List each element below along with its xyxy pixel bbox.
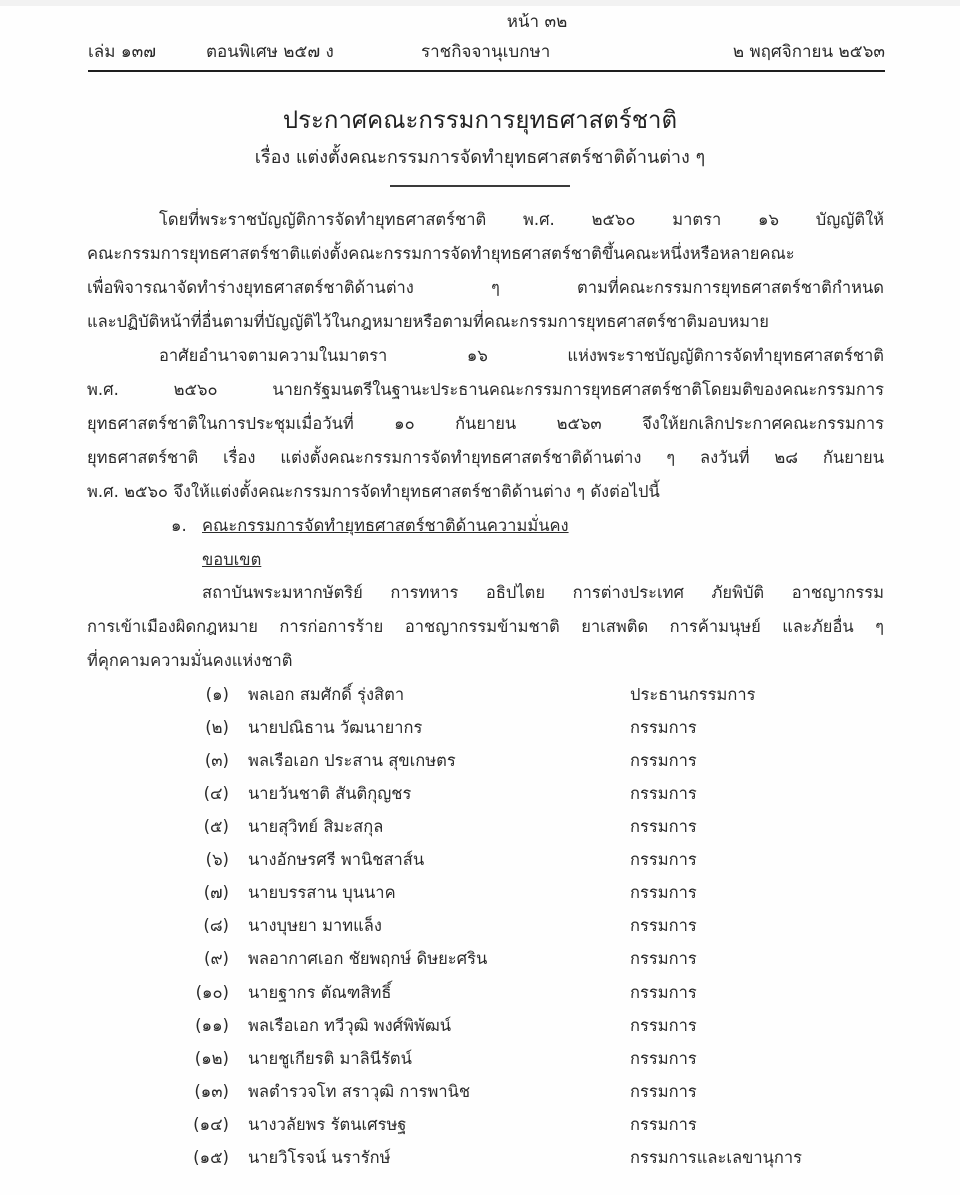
member-name: นางบุษยา มาทแล็ง <box>248 916 382 935</box>
scope-text-line: การเข้าเมืองผิดกฎหมาย การก่อการร้าย อาชญากรรมข้ามชาติ ยาเสพติด การค้ามนุษย์ และภัยอื่น ๆ <box>87 617 884 636</box>
member-role: กรรมการและเลขานุการ <box>630 1148 803 1167</box>
member-role: กรรมการ <box>630 751 697 770</box>
publication-name: ราชกิจจานุเบกษา <box>421 42 551 62</box>
member-row <box>186 1145 826 1171</box>
member-name: พลเรือเอก ประสาน สุขเกษตร <box>248 751 456 770</box>
member-role: กรรมการ <box>630 983 697 1002</box>
document-subtitle: เรื่อง แต่งตั้งคณะกรรมการจัดทำยุทธศาสตร์ชาติด้านต่าง ๆ <box>254 147 706 168</box>
page-number: หน้า ๓๒ <box>506 12 568 32</box>
member-number: (๑) <box>205 685 229 704</box>
member-row <box>186 1046 826 1072</box>
member-name: นางวลัยพร รัตนเศรษฐ <box>248 1115 407 1134</box>
member-role: กรรมการ <box>630 916 697 935</box>
member-number: (๙) <box>204 949 229 968</box>
member-number: (๓) <box>204 751 229 770</box>
member-role: กรรมการ <box>630 883 697 902</box>
scope-heading: ขอบเขต <box>202 550 262 569</box>
document-title: ประกาศคณะกรรมการยุทธศาสตร์ชาติ <box>282 106 678 134</box>
publication-date: ๒ พฤศจิกายน ๒๕๖๓ <box>732 42 885 62</box>
member-number: (๗) <box>203 883 229 902</box>
paragraph-2-line: ยุทธศาสตร์ชาติในการประชุมเมื่อวันที่ ๑๐ กันยายน ๒๕๖๓ จึงให้ยกเลิกประกาศคณะกรรมการ <box>87 414 884 433</box>
member-number: (๖) <box>205 850 229 869</box>
member-number: (๑๑) <box>195 1016 229 1035</box>
member-name: นายปณิธาน วัฒนายากร <box>248 718 423 737</box>
member-row <box>186 913 826 939</box>
paragraph-2-line: อาศัยอำนาจตามความในมาตรา ๑๖ แห่งพระราชบัญญัติการจัดทำยุทธศาสตร์ชาติ <box>159 346 884 365</box>
member-name: นายวันชาติ สันติกุญชร <box>248 784 412 803</box>
paragraph-1-line: เพื่อพิจารณาจัดทำร่างยุทธศาสตร์ชาติด้านต่าง ๆ ตามที่คณะกรรมการยุทธศาสตร์ชาติกำหนด <box>87 278 884 297</box>
member-name: นางอักษรศรี พานิชสาส์น <box>248 850 425 869</box>
member-number: (๑๒) <box>194 1049 229 1068</box>
member-row <box>186 814 826 840</box>
member-number: (๑๔) <box>193 1115 229 1134</box>
member-row <box>186 715 826 741</box>
member-number: (๑๓) <box>194 1082 229 1101</box>
scope-text-line: สถาบันพระมหากษัตริย์ การทหาร อธิปไตย การต่างประเทศ ภัยพิบัติ อาชญากรรม <box>202 583 884 602</box>
member-name: นายชูเกียรติ มาลินีรัตน์ <box>248 1049 412 1068</box>
member-number: (๑๐) <box>195 983 229 1002</box>
volume-label: เล่ม ๑๓๗ <box>88 42 157 62</box>
member-role: ประธานกรรมการ <box>630 685 756 704</box>
member-name: พลตำรวจโท สราวุฒิ การพานิช <box>248 1082 471 1101</box>
member-row <box>186 1079 826 1105</box>
member-name: นายวิโรจน์ นรารักษ์ <box>248 1148 391 1167</box>
member-role: กรรมการ <box>630 1049 697 1068</box>
member-number: (๔) <box>203 784 229 803</box>
member-row <box>186 781 826 807</box>
member-row <box>186 1112 826 1138</box>
member-role: กรรมการ <box>630 1016 697 1035</box>
member-name: นายสุวิทย์ สิมะสกุล <box>248 817 384 836</box>
paragraph-1-line: คณะกรรมการยุทธศาสตร์ชาติแต่งตั้งคณะกรรมการจัดทำยุทธศาสตร์ชาติขึ้นคณะหนึ่งหรือหลายคณะ <box>87 244 795 263</box>
member-row <box>186 682 826 708</box>
member-row <box>186 748 826 774</box>
header-divider <box>88 70 885 72</box>
paragraph-2-line: พ.ศ. ๒๕๖๐ นายกรัฐมนตรีในฐานะประธานคณะกรรมการยุทธศาสตร์ชาติโดยมติของคณะกรรมการ <box>87 380 884 399</box>
member-name: นายฐากร ตัณฑสิทธิ์ <box>248 983 392 1002</box>
member-row <box>186 880 826 906</box>
member-row <box>186 847 826 873</box>
section-title: คณะกรรมการจัดทำยุทธศาสตร์ชาติด้านความมั่นคง <box>202 516 569 535</box>
member-name: พลเอก สมศักดิ์ รุ่งสิตา <box>248 685 405 704</box>
member-number: (๒) <box>205 718 229 737</box>
title-divider <box>390 185 570 187</box>
member-role: กรรมการ <box>630 1082 697 1101</box>
gazette-header <box>88 38 885 64</box>
member-role: กรรมการ <box>630 949 697 968</box>
issue-label: ตอนพิเศษ ๒๕๗ ง <box>206 42 334 62</box>
member-name: นายบรรสาน บุนนาค <box>248 883 396 902</box>
paragraph-2-line: ยุทธศาสตร์ชาติ เรื่อง แต่งตั้งคณะกรรมการจัดทำยุทธศาสตร์ชาติด้านต่าง ๆ ลงวันที่ ๒๘ กันยายน <box>87 448 884 467</box>
member-row <box>186 946 826 972</box>
paragraph-1-line: และปฏิบัติหน้าที่อื่นตามที่บัญญัติไว้ในกฎหมายหรือตามที่คณะกรรมการยุทธศาสตร์ชาติมอบหมาย <box>87 312 769 331</box>
member-role: กรรมการ <box>630 850 697 869</box>
member-name: พลอากาศเอก ชัยพฤกษ์ ดิษยะศริน <box>248 949 488 968</box>
section-number: ๑. <box>171 516 187 535</box>
top-edge-shade <box>0 0 960 6</box>
paragraph-2-line: พ.ศ. ๒๕๖๐ จึงให้แต่งตั้งคณะกรรมการจัดทำยุทธศาสตร์ชาติด้านต่าง ๆ ดังต่อไปนี้ <box>87 482 660 501</box>
member-number: (๑๕) <box>193 1148 229 1167</box>
scope-text-line: ที่คุกคามความมั่นคงแห่งชาติ <box>87 651 293 670</box>
member-role: กรรมการ <box>630 1115 697 1134</box>
member-row <box>186 1013 826 1039</box>
member-number: (๕) <box>203 817 229 836</box>
member-role: กรรมการ <box>630 817 697 836</box>
member-role: กรรมการ <box>630 718 697 737</box>
member-number: (๘) <box>203 916 229 935</box>
member-role: กรรมการ <box>630 784 697 803</box>
paragraph-1-line: โดยที่พระราชบัญญัติการจัดทำยุทธศาสตร์ชาติ พ.ศ. ๒๕๖๐ มาตรา ๑๖ บัญญัติให้ <box>159 210 884 229</box>
member-row <box>186 980 826 1006</box>
member-name: พลเรือเอก ทวีวุฒิ พงศ์พิพัฒน์ <box>248 1016 452 1035</box>
